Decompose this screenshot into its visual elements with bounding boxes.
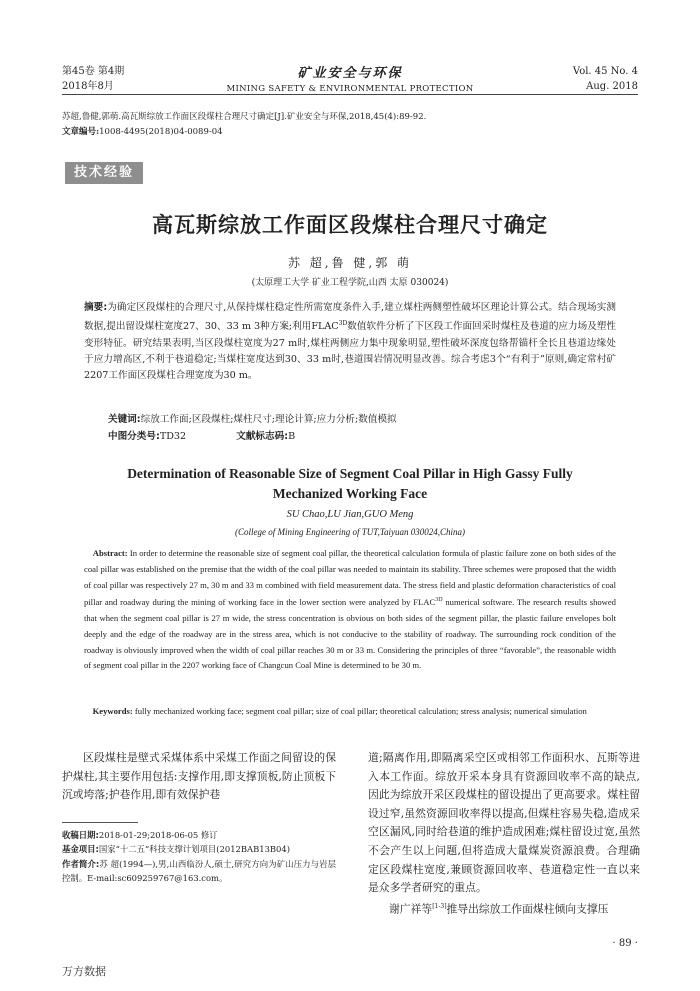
keywords-en-text: fully mechanized working face; segment coal pillar; size of coal pillar; theoretical calculation; stress analysis; numerical simulation xyxy=(134,706,587,716)
abstract-cn-sup: 3D xyxy=(338,320,348,328)
clc-value: TD32 xyxy=(159,431,187,442)
footnote-rule xyxy=(62,822,138,823)
authors-cn: 苏 超,鲁 健,郭 萌 xyxy=(287,256,413,270)
abstract-cn-label: 摘要: xyxy=(84,302,108,313)
abstract-en xyxy=(84,546,616,674)
date-en: Aug. 2018 xyxy=(586,81,638,92)
header-rule xyxy=(62,94,638,95)
article-number-label: 文章编号: xyxy=(62,127,100,137)
section-tag: 技术经验 xyxy=(65,162,143,184)
body-right-column xyxy=(368,749,640,919)
body-right-p2-b: 推导出综放工作面煤柱倾向支撑压 xyxy=(446,902,609,916)
body-right-paragraph-2 xyxy=(368,898,640,919)
received-value: 2018-01-29;2018-06-05 修订 xyxy=(98,830,218,840)
header-left xyxy=(62,64,124,94)
fund-info xyxy=(62,842,336,856)
abstract-cn-text: 为确定区段煤柱的合理尺寸,从保持煤柱稳定性所需宽度条件入手,建立煤柱两侧塑性破坏区理论计算公式。结合现场实测数据,提出留设煤柱宽度27、30、33 m 3种方案;利用FLAC xyxy=(84,302,616,333)
abstract-en-text2: numerical software. The research results showed that when the segment coal pillar is 27 m wide, the stress concentration is obvious on both sides of the segment pillar, the plastic failure envelopes bolt deeply and the edge of the roadway are in the stress area, which is not conducive to the stability of roadway. The surrounding rock condition of the roadway is obviously improved when the width of coal pillar reaches 30 m or 33 m. Considering the principles of three “favorable”, the reasonable width of segment coal pillar in the 2207 working face of Changcun Coal Mine is determined to be 30 m. xyxy=(84,597,616,671)
classification xyxy=(108,429,295,445)
watermark: 万方数据 xyxy=(62,965,106,978)
issue-date: 2018年8月 xyxy=(62,81,114,92)
fund-label: 基金项目: xyxy=(62,844,99,855)
article-number xyxy=(62,125,642,140)
journal-name-cn: 矿业安全与环保 xyxy=(297,66,403,81)
keywords-en xyxy=(84,704,616,720)
affiliation-en: (College of Mining Engineering of TUT,Taiyuan 030024,China) xyxy=(235,527,465,537)
body-right-p2-a: 谢广祥等 xyxy=(389,902,433,916)
body-right-paragraph-1: 道;隔离作用,即隔离采空区或相邻工作面积水、瓦斯等进入本工作面。综放开采本身具有资源回收率不高的缺点,因此为综放开采区段煤柱的留设提出了更高要求。煤柱留设过窄,虽然资源回收率得以提高,但煤柱容易失稳,造成采空区漏风,同时给巷道的维护造成困难;煤柱留设过宽,虽然不会产生以上问题,但将造成大量煤炭资源浪费。合理确定区段煤柱宽度,兼顾资源回收率、巷道稳定性一直以来是众多学者研究的重点。 xyxy=(368,751,640,895)
authors-en: SU Chao,LU Jian,GUO Meng xyxy=(286,509,414,520)
abstract-en-sup: 3D xyxy=(435,597,443,604)
header-right xyxy=(573,64,638,94)
author-label: 作者简介: xyxy=(62,858,100,869)
affiliation-cn: (太原理工大学 矿业工程学院,山西 太原 030024) xyxy=(251,278,449,288)
citation-text: 苏超,鲁健,郭萌.高瓦斯综放工作面区段煤柱合理尺寸确定[J].矿业安全与环保,2018,45(4):89-92. xyxy=(62,112,427,122)
abstract-en-text: In order to determine the reasonable size of segment coal pillar, the theoretical calculation formula of plastic failure zone on both sides of the coal pillar was established on the premise that the width of the coal pillar was needed to maintain its stability. Three schemes were proposed that the width of coal pillar was respectively 27 m, 30 m and 33 m combined with field measurement data. The stress field and plastic deformation characteristics of coal pillar and roadway during the mining of working face in the lower section were analyzed by FLAC xyxy=(84,548,616,608)
clc-label: 中图分类号: xyxy=(108,431,160,442)
title-cn: 高瓦斯综放工作面区段煤柱合理尺寸确定 xyxy=(152,213,548,237)
volume-en: Vol. 45 No. 4 xyxy=(572,66,638,77)
received-label: 收稿日期: xyxy=(62,830,99,840)
doc-code-label: 文献标志码: xyxy=(236,431,289,442)
journal-header xyxy=(200,62,500,94)
keywords-cn xyxy=(108,412,618,428)
body-left-paragraph: 区段煤柱是壁式采煤体系中采煤工作面之间留设的保护煤柱,其主要作用包括:支撑作用,即支撑顶板,防止顶板下沉或垮落;护巷作用,即有效保护巷 xyxy=(62,751,336,802)
abstract-en-label: Abstract: xyxy=(92,548,128,558)
fund-value: 国家“十二五”科技支撑计划项目(2012BAB13B04) xyxy=(98,844,290,855)
citation-ref: [1-3] xyxy=(432,902,447,910)
citation xyxy=(62,110,642,140)
received-date xyxy=(62,828,336,842)
keywords-en-label: Keywords: xyxy=(92,706,133,716)
keywords-cn-text: 综放工作面;区段煤柱;煤柱尺寸;理论计算;应力分析;数值模拟 xyxy=(140,414,397,425)
author-bio xyxy=(62,857,336,886)
author-value: 苏 超(1994—),男,山西临汾人,硕士,研究方向为矿山压力与岩层控制。E-mail:sc609259767@163.com。 xyxy=(62,858,336,884)
article-number-value: 1008-4495(2018)04-0089-04 xyxy=(99,127,223,137)
abstract-cn xyxy=(84,300,616,384)
title-en: Determination of Reasonable Size of Segment Coal Pillar in High Gassy Fully Mechanized Working Face xyxy=(127,466,573,501)
keywords-cn-label: 关键词: xyxy=(108,414,141,425)
doc-code-value: B xyxy=(288,431,296,442)
abstract-cn-text2: 数值软件分析了下区段工作面回采时煤柱及巷道的应力场及塑性变形特征。研究结果表明,当区段煤柱宽度为27 m时,煤柱两侧应力集中现象明显,塑性破坏深度包络帮锚杆全长且巷道边缘处于应力增高区,不利于巷道稳定;当煤柱宽度达到30、33 m时,巷道围岩情况明显改善。综合考虑3个“有利于”原则,确定常村矿2207工作面区段煤柱合理宽度为30 m。 xyxy=(84,321,616,381)
journal-name-en: MINING SAFETY & ENVIRONMENTAL PROTECTION xyxy=(226,84,474,94)
footnote xyxy=(62,828,336,886)
volume-issue: 第45卷 第4期 xyxy=(62,66,125,77)
page-number: · 89 · xyxy=(612,938,638,949)
